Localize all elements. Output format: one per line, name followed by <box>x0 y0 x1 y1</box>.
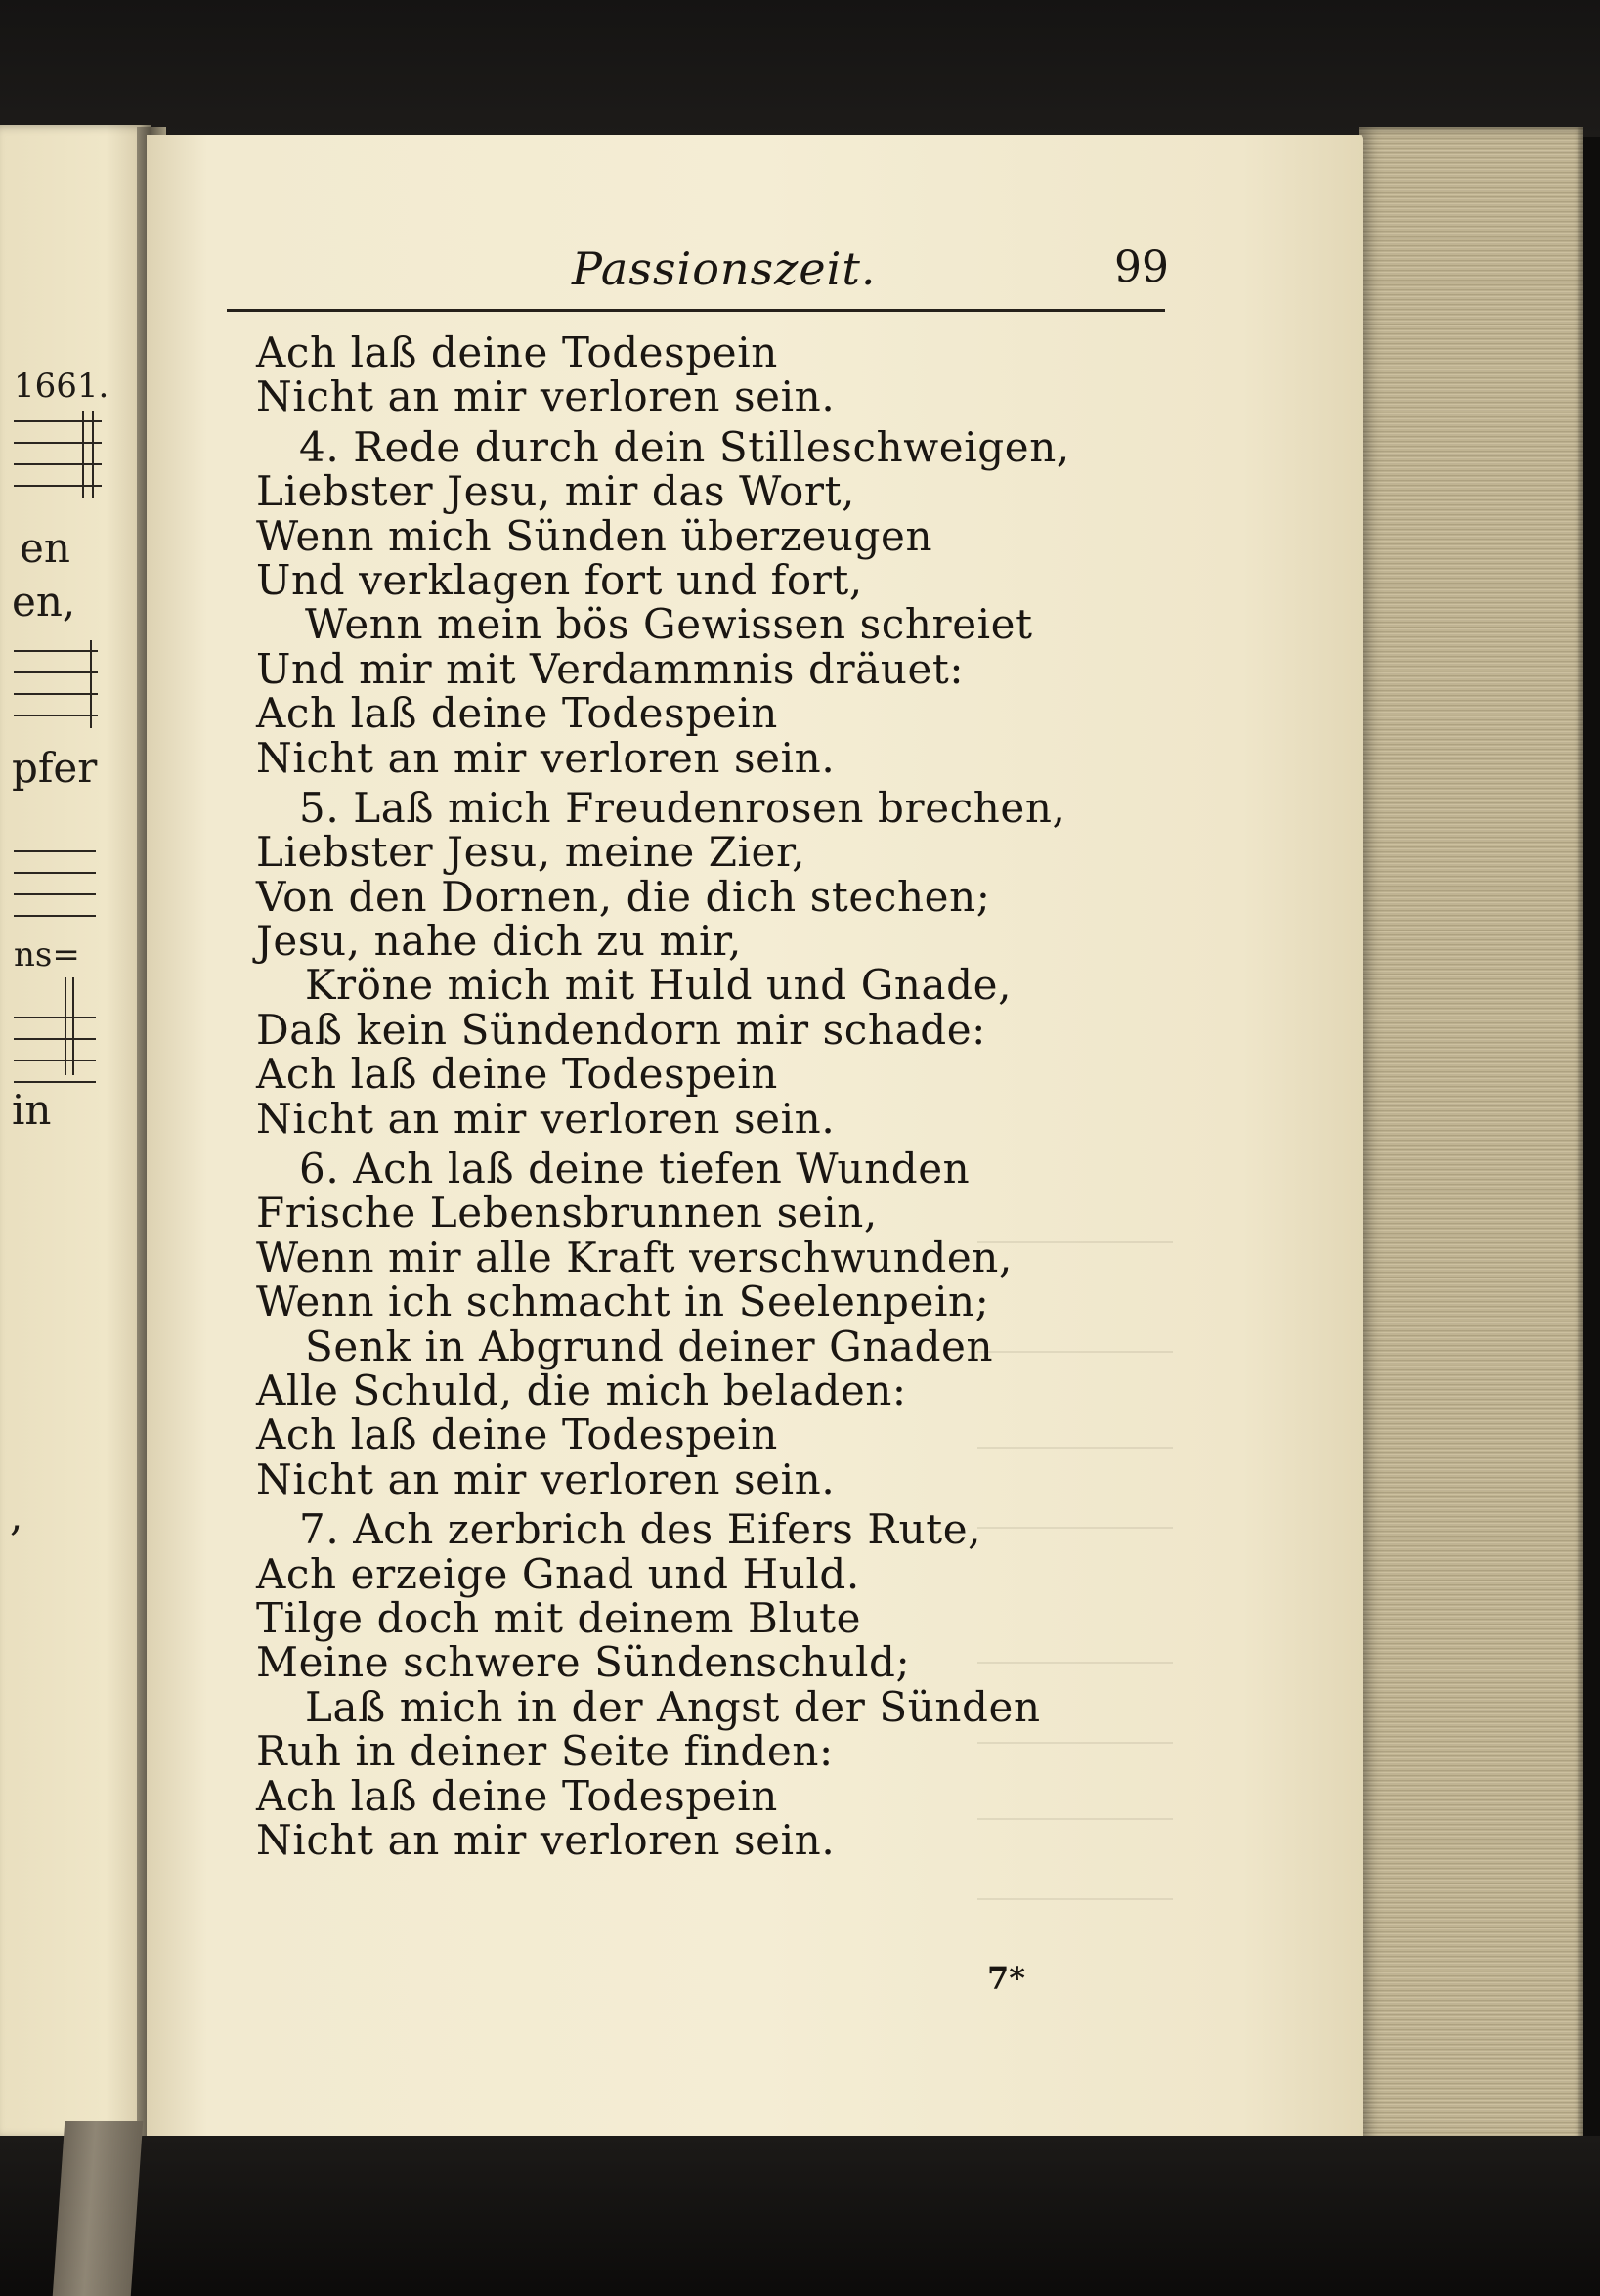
hymn-line: Kröne mich mit Huld und Gnade, <box>305 961 1013 1010</box>
hymn-line: Alle Schuld, die mich beladen: <box>256 1365 907 1414</box>
left-page-fragment: , <box>10 1492 23 1539</box>
left-staff-line <box>14 1081 96 1083</box>
left-bar-line <box>92 411 94 498</box>
left-staff-line <box>14 893 96 895</box>
left-staff-line <box>14 420 102 422</box>
stanza-7-first-line: 7. Ach zerbrich des Eifers Rute, <box>299 1505 982 1554</box>
hymn-line: Und verklagen fort und fort, <box>256 555 863 604</box>
left-staff-line <box>14 671 98 673</box>
page-fore-edge <box>1359 127 1583 2180</box>
hymn-line: Ach laß deine Todespein <box>256 1410 778 1459</box>
left-page-fragment: ns= <box>14 935 80 975</box>
hymn-line: Nicht an mir verloren sein. <box>256 1815 836 1864</box>
hymn-line: Frische Lebensbrunnen sein, <box>256 1189 878 1237</box>
page-number: 99 <box>1114 242 1169 292</box>
hymn-line: Wenn mir alle Kraft verschwunden, <box>256 1233 1013 1281</box>
left-staff-line <box>14 463 102 465</box>
left-staff-line <box>14 650 98 652</box>
hymn-line: Wenn mein bös Gewissen schreiet <box>305 600 1033 649</box>
left-staff-line <box>14 485 102 487</box>
hymn-line: Laß mich in der Angst der Sünden <box>305 1682 1041 1731</box>
book-cover-top <box>0 0 1600 137</box>
left-staff-line <box>14 442 102 444</box>
hymn-line: Wenn mich Sünden überzeugen <box>256 511 933 560</box>
hymn-line: Nicht an mir verloren sein. <box>256 733 836 782</box>
hymn-line: Von den Dornen, die dich stechen; <box>256 872 991 921</box>
left-page-fragment: en <box>20 524 70 572</box>
left-staff-line <box>14 693 98 695</box>
left-page-fragment: in <box>12 1086 52 1134</box>
stanza-6-first-line: 6. Ach laß deine tiefen Wunden <box>299 1145 971 1193</box>
hymn-line: Wenn ich schmacht in Seelenpein; <box>256 1278 990 1326</box>
hymn-line: Tilge doch mit deinem Blute <box>256 1593 862 1642</box>
running-header: Passionszeit. <box>572 242 877 295</box>
hymn-line: Ach laß deine Todespein <box>256 689 778 738</box>
left-staff-line <box>14 915 96 917</box>
bookmark-ribbon <box>53 2121 144 2296</box>
hymn-text <box>256 330 1136 1862</box>
hymn-line: Senk in Abgrund deiner Gnaden <box>305 1321 994 1370</box>
hymn-line: Ach laß deine Todespein <box>256 1050 778 1099</box>
signature-mark: 7* <box>987 1960 1025 1997</box>
book-cover-bottom <box>0 2136 1600 2296</box>
header-rule <box>227 309 1165 312</box>
hymn-line: Ach erzeige Gnad und Huld. <box>256 1549 860 1598</box>
hymn-line: Liebster Jesu, mir das Wort, <box>256 467 856 516</box>
stanza-4-first-line: 4. Rede durch dein Stilleschweigen, <box>299 422 1070 471</box>
hymn-line: Ruh in deiner Seite finden: <box>256 1727 834 1776</box>
hymn-line: Liebster Jesu, meine Zier, <box>256 828 806 877</box>
left-page-fragment: pfer <box>12 744 98 792</box>
hymn-line: Nicht an mir verloren sein. <box>256 1094 836 1143</box>
hymn-line: Und mir mit Verdammnis dräuet: <box>256 644 965 693</box>
hymn-line: Jesu, nahe dich zu mir, <box>256 917 742 966</box>
left-staff-line <box>14 872 96 874</box>
stanza-5-first-line: 5. Laß mich Freudenrosen brechen, <box>299 783 1066 832</box>
hymn-line: Daß kein Sündendorn mir schade: <box>256 1005 986 1054</box>
left-bar-line <box>90 640 92 728</box>
left-staff-line <box>14 1038 96 1040</box>
hymn-line: Meine schwere Sündenschuld; <box>256 1638 911 1687</box>
left-page-year: 1661. <box>14 367 109 406</box>
left-page-fragment: en, <box>12 578 76 626</box>
left-staff-line <box>14 850 96 852</box>
hymn-line: Nicht an mir verloren sein. <box>256 372 836 421</box>
hymn-line: Nicht an mir verloren sein. <box>256 1454 836 1503</box>
left-staff-line <box>14 1017 96 1018</box>
left-bar-line <box>82 411 84 498</box>
hymn-line: Ach laß deine Todespein <box>256 328 778 376</box>
left-bar-line <box>65 977 66 1075</box>
hymn-line: Ach laß deine Todespein <box>256 1771 778 1820</box>
left-staff-line <box>14 1060 96 1061</box>
left-staff-line <box>14 715 98 716</box>
left-bar-line <box>72 977 74 1075</box>
